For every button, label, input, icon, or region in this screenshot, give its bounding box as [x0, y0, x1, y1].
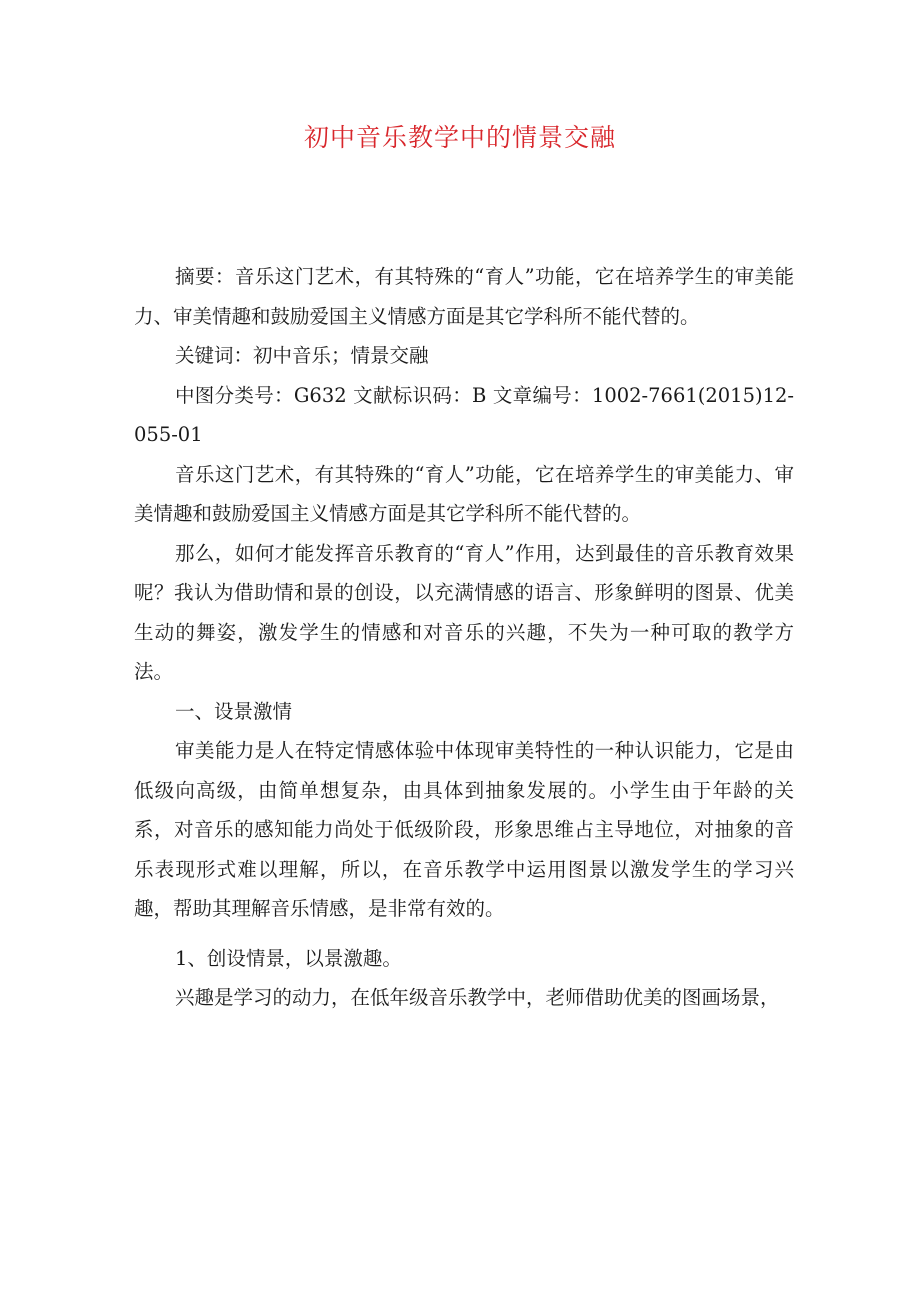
body-paragraph: 音乐这门艺术，有其特殊的“育人”功能，它在培养学生的审美能力、审美情趣和鼓励爱国主义情感方面是其它学科所不能代替的。	[134, 462, 794, 525]
body-paragraph: 审美能力是人在特定情感体验中体现审美特性的一种认识能力，它是由低级向高级，由简单想复杂，由具体到抽象发展的。小学生由于年龄的关系，对音乐的感知能力尚处于低级阶段，形象思维占主导地位，对抽象的音乐表现形式难以理解，所以，在音乐教学中运用图景以激发学生的学习兴趣，帮助其理解音乐情感，是非常有效的。	[134, 739, 794, 920]
abstract-paragraph: 摘要：音乐这门艺术，有其特殊的“育人”功能，它在培养学生的审美能力、审美情趣和鼓励爱国主义情感方面是其它学科所不能代替的。	[134, 265, 794, 328]
classification-paragraph: 中图分类号：G632 文献标识码：B 文章编号：1002-7661(2015)12-055-01	[134, 383, 794, 446]
body-paragraph: 那么，如何才能发挥音乐教育的“育人”作用，达到最佳的音乐教育效果呢？我认为借助情和景的创设，以充满情感的语言、形象鲜明的图景、优美生动的舞姿，激发学生的情感和对音乐的兴趣，不失为一种可取的教学方法。	[134, 541, 794, 683]
subsection-heading: 1、创设情景，以景激趣。	[175, 946, 402, 970]
keywords-paragraph: 关键词：初中音乐；情景交融	[175, 344, 429, 367]
document-title: 初中音乐教学中的情景交融	[303, 123, 616, 152]
paragraph-spacer	[134, 929, 794, 939]
document-body	[134, 257, 794, 1018]
section-heading: 一、设景激情	[175, 699, 293, 723]
body-paragraph: 兴趣是学习的动力，在低年级音乐教学中，老师借助优美的图画场景，	[175, 986, 780, 1009]
